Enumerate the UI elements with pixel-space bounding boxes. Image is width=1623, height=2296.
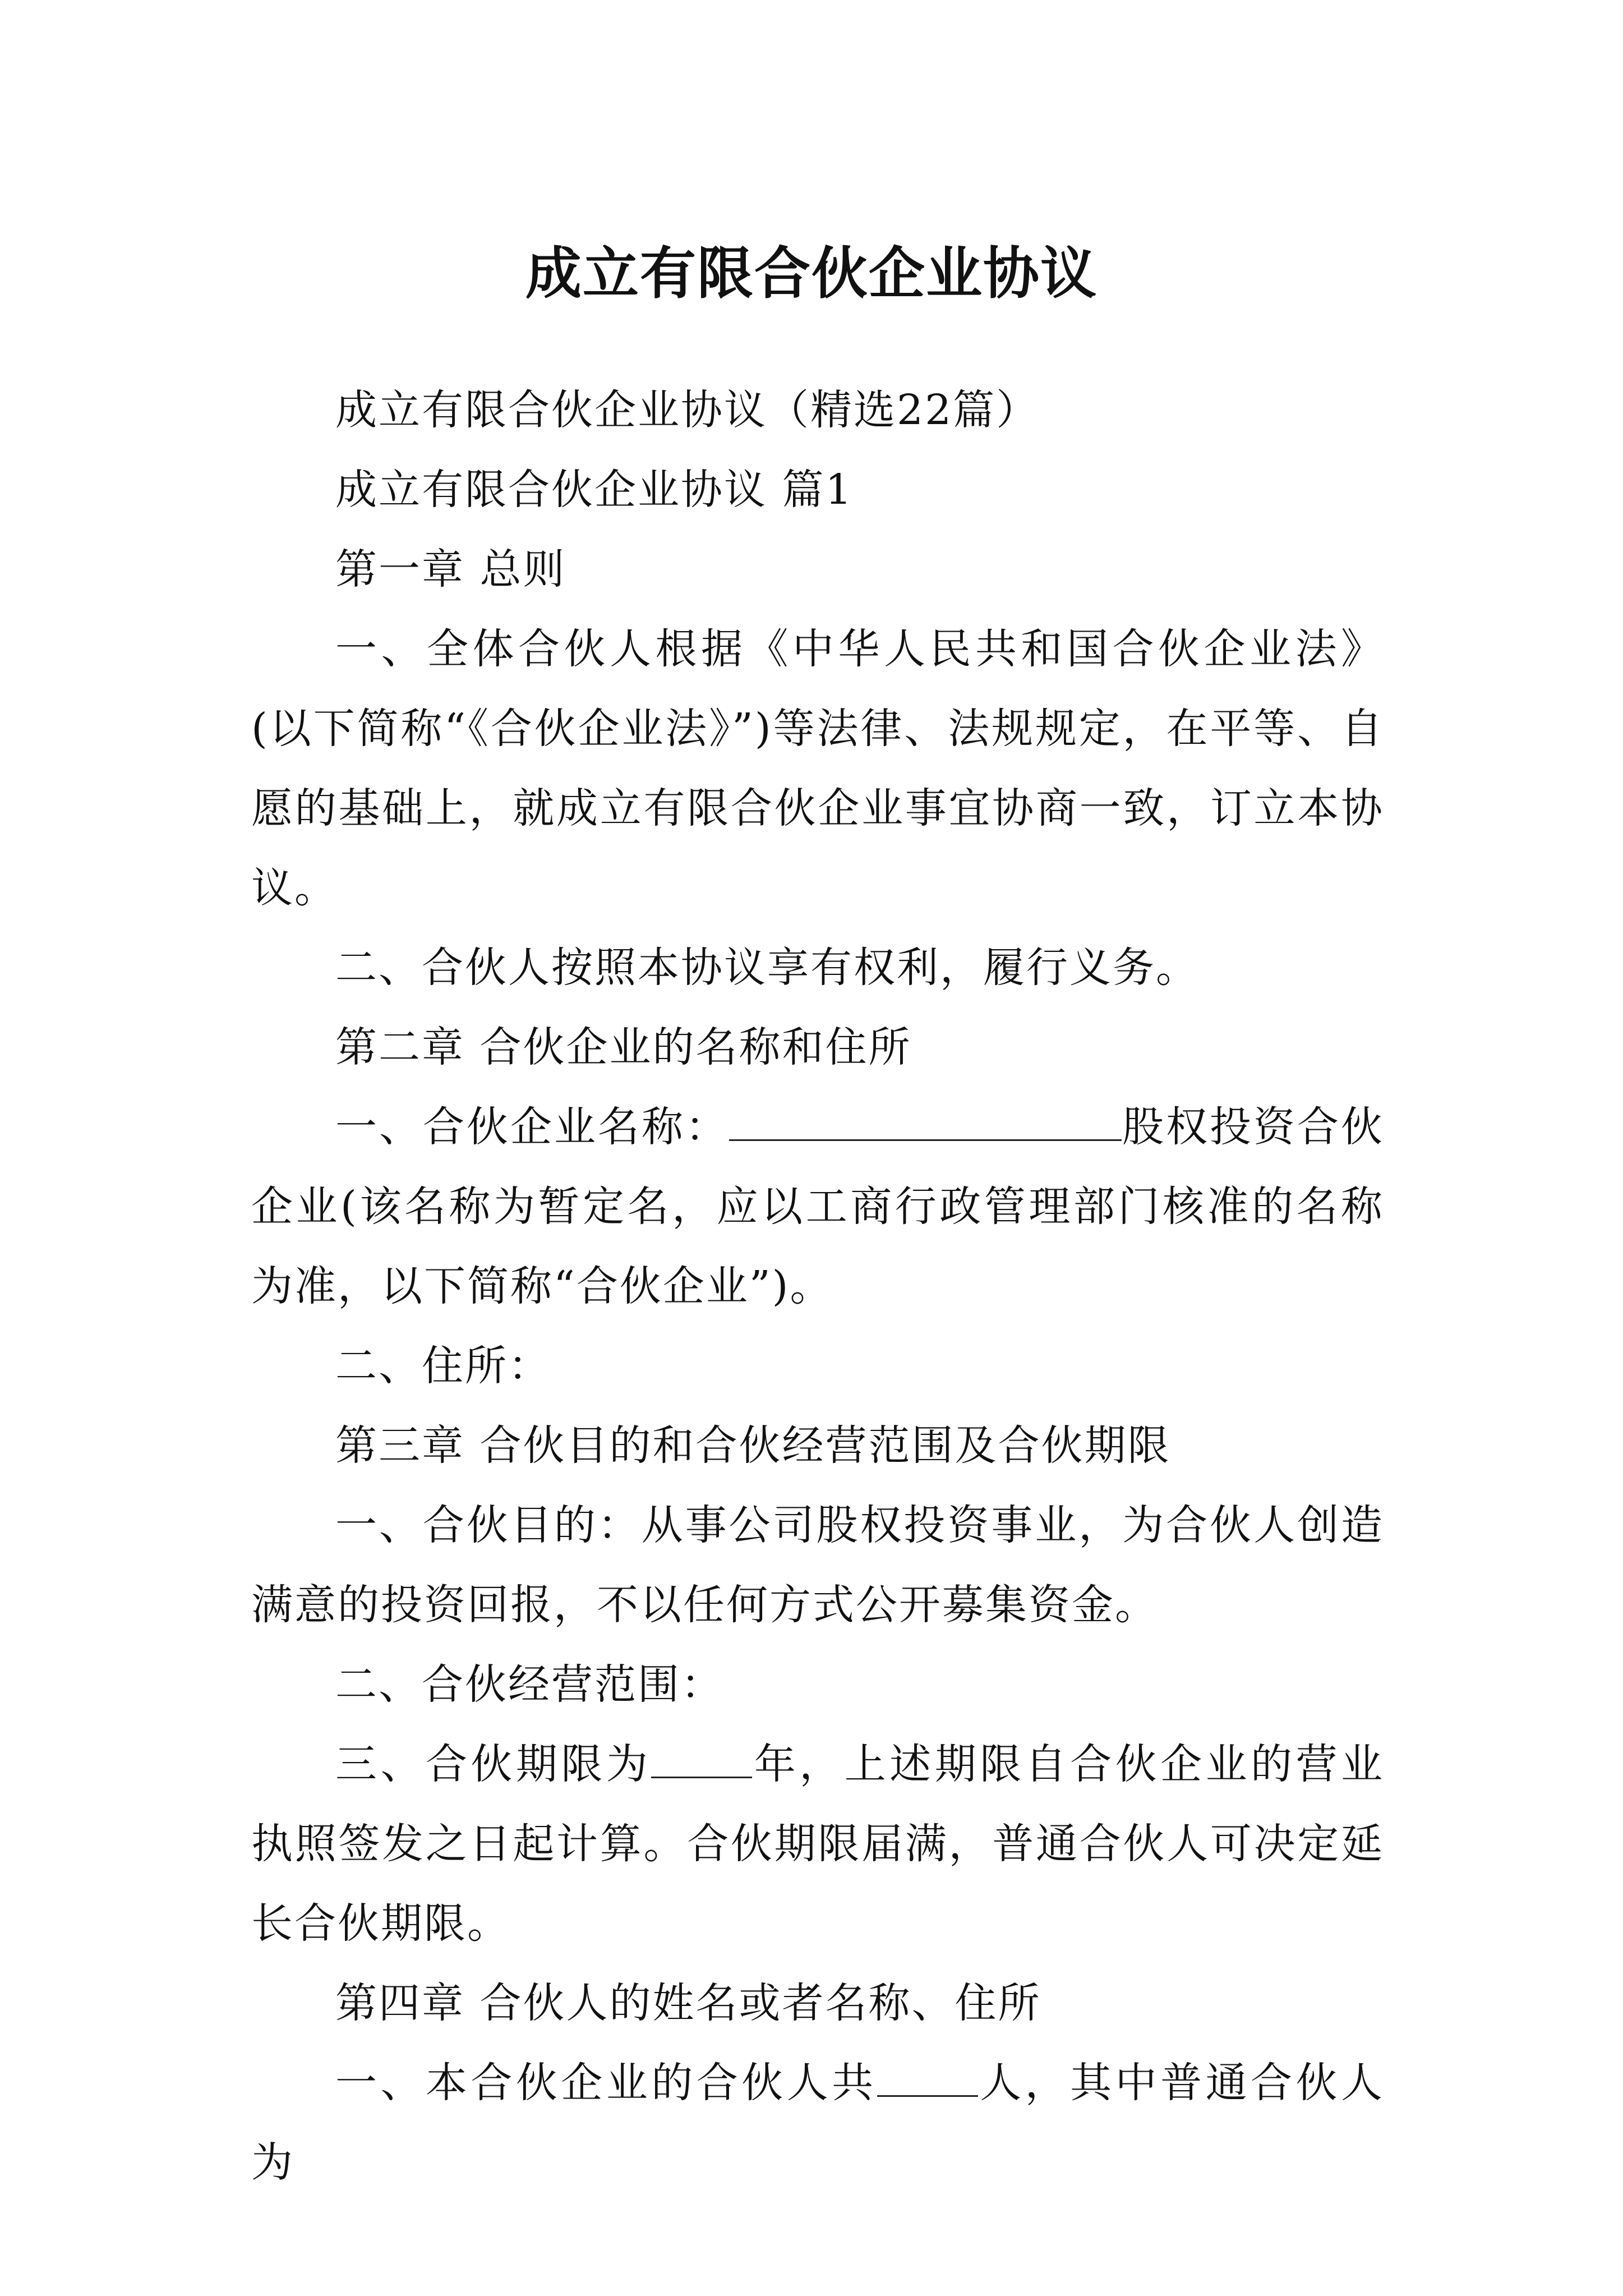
fill-in-blank [651, 1737, 752, 1778]
paragraph: 成立有限合伙企业协议 篇1 [335, 466, 854, 514]
paragraph-text: 一、合伙企业名称： [335, 1103, 729, 1151]
chapter-heading: 第二章 合伙企业的名称和住所 [335, 1023, 912, 1071]
paragraph [251, 1087, 1384, 1326]
paragraph-text: 股权投资合伙企业(该名称为暂定名，应以工商行政管理部门核准的名称为准，以下简称“合伙企业”)。 [251, 1103, 1384, 1310]
paragraph-text: 一、本合伙企业的合伙人共 [335, 2059, 877, 2107]
chapter-heading: 第四章 合伙人的姓名或者名称、住所 [335, 1979, 1041, 2027]
chapter-heading: 第三章 合伙目的和合伙经营范围及合伙期限 [335, 1421, 1171, 1470]
paragraph: 二、合伙经营范围： [335, 1660, 724, 1709]
paragraph: 一、全体合伙人根据《中华人民共和国合伙企业法》(以下简称“《合伙企业法》”)等法律、法规规定，在平等、自愿的基础上，就成立有限合伙企业事宜协商一致，订立本协议。 [251, 625, 1384, 912]
paragraph [251, 1724, 1384, 1963]
fill-in-blank [729, 1100, 1122, 1141]
paragraph-text: 三、合伙期限为 [335, 1740, 652, 1788]
paragraph: 二、合伙人按照本协议享有权利，履行义务。 [335, 944, 1199, 992]
paragraph: 二、住所： [335, 1342, 551, 1390]
fill-in-blank [877, 2056, 978, 2097]
paragraph: 一、合伙目的：从事公司股权投资事业，为合伙人创造满意的投资回报，不以任何方式公开募集资金。 [251, 1501, 1384, 1629]
paragraph-text: 人，其中普通合伙人为 [251, 2059, 1385, 2187]
document-body [251, 370, 1384, 2202]
paragraph: 成立有限合伙企业协议（精选22篇） [335, 386, 1040, 434]
paragraph-text: 年，上述期限自合伙企业的营业执照签发之日起计算。合伙期限届满，普通合伙人可决定延长合伙期限。 [251, 1740, 1385, 1948]
document-title: 成立有限合伙企业协议 [525, 240, 1098, 306]
paragraph [251, 2043, 1384, 2202]
chapter-heading: 第一章 总则 [335, 545, 566, 593]
